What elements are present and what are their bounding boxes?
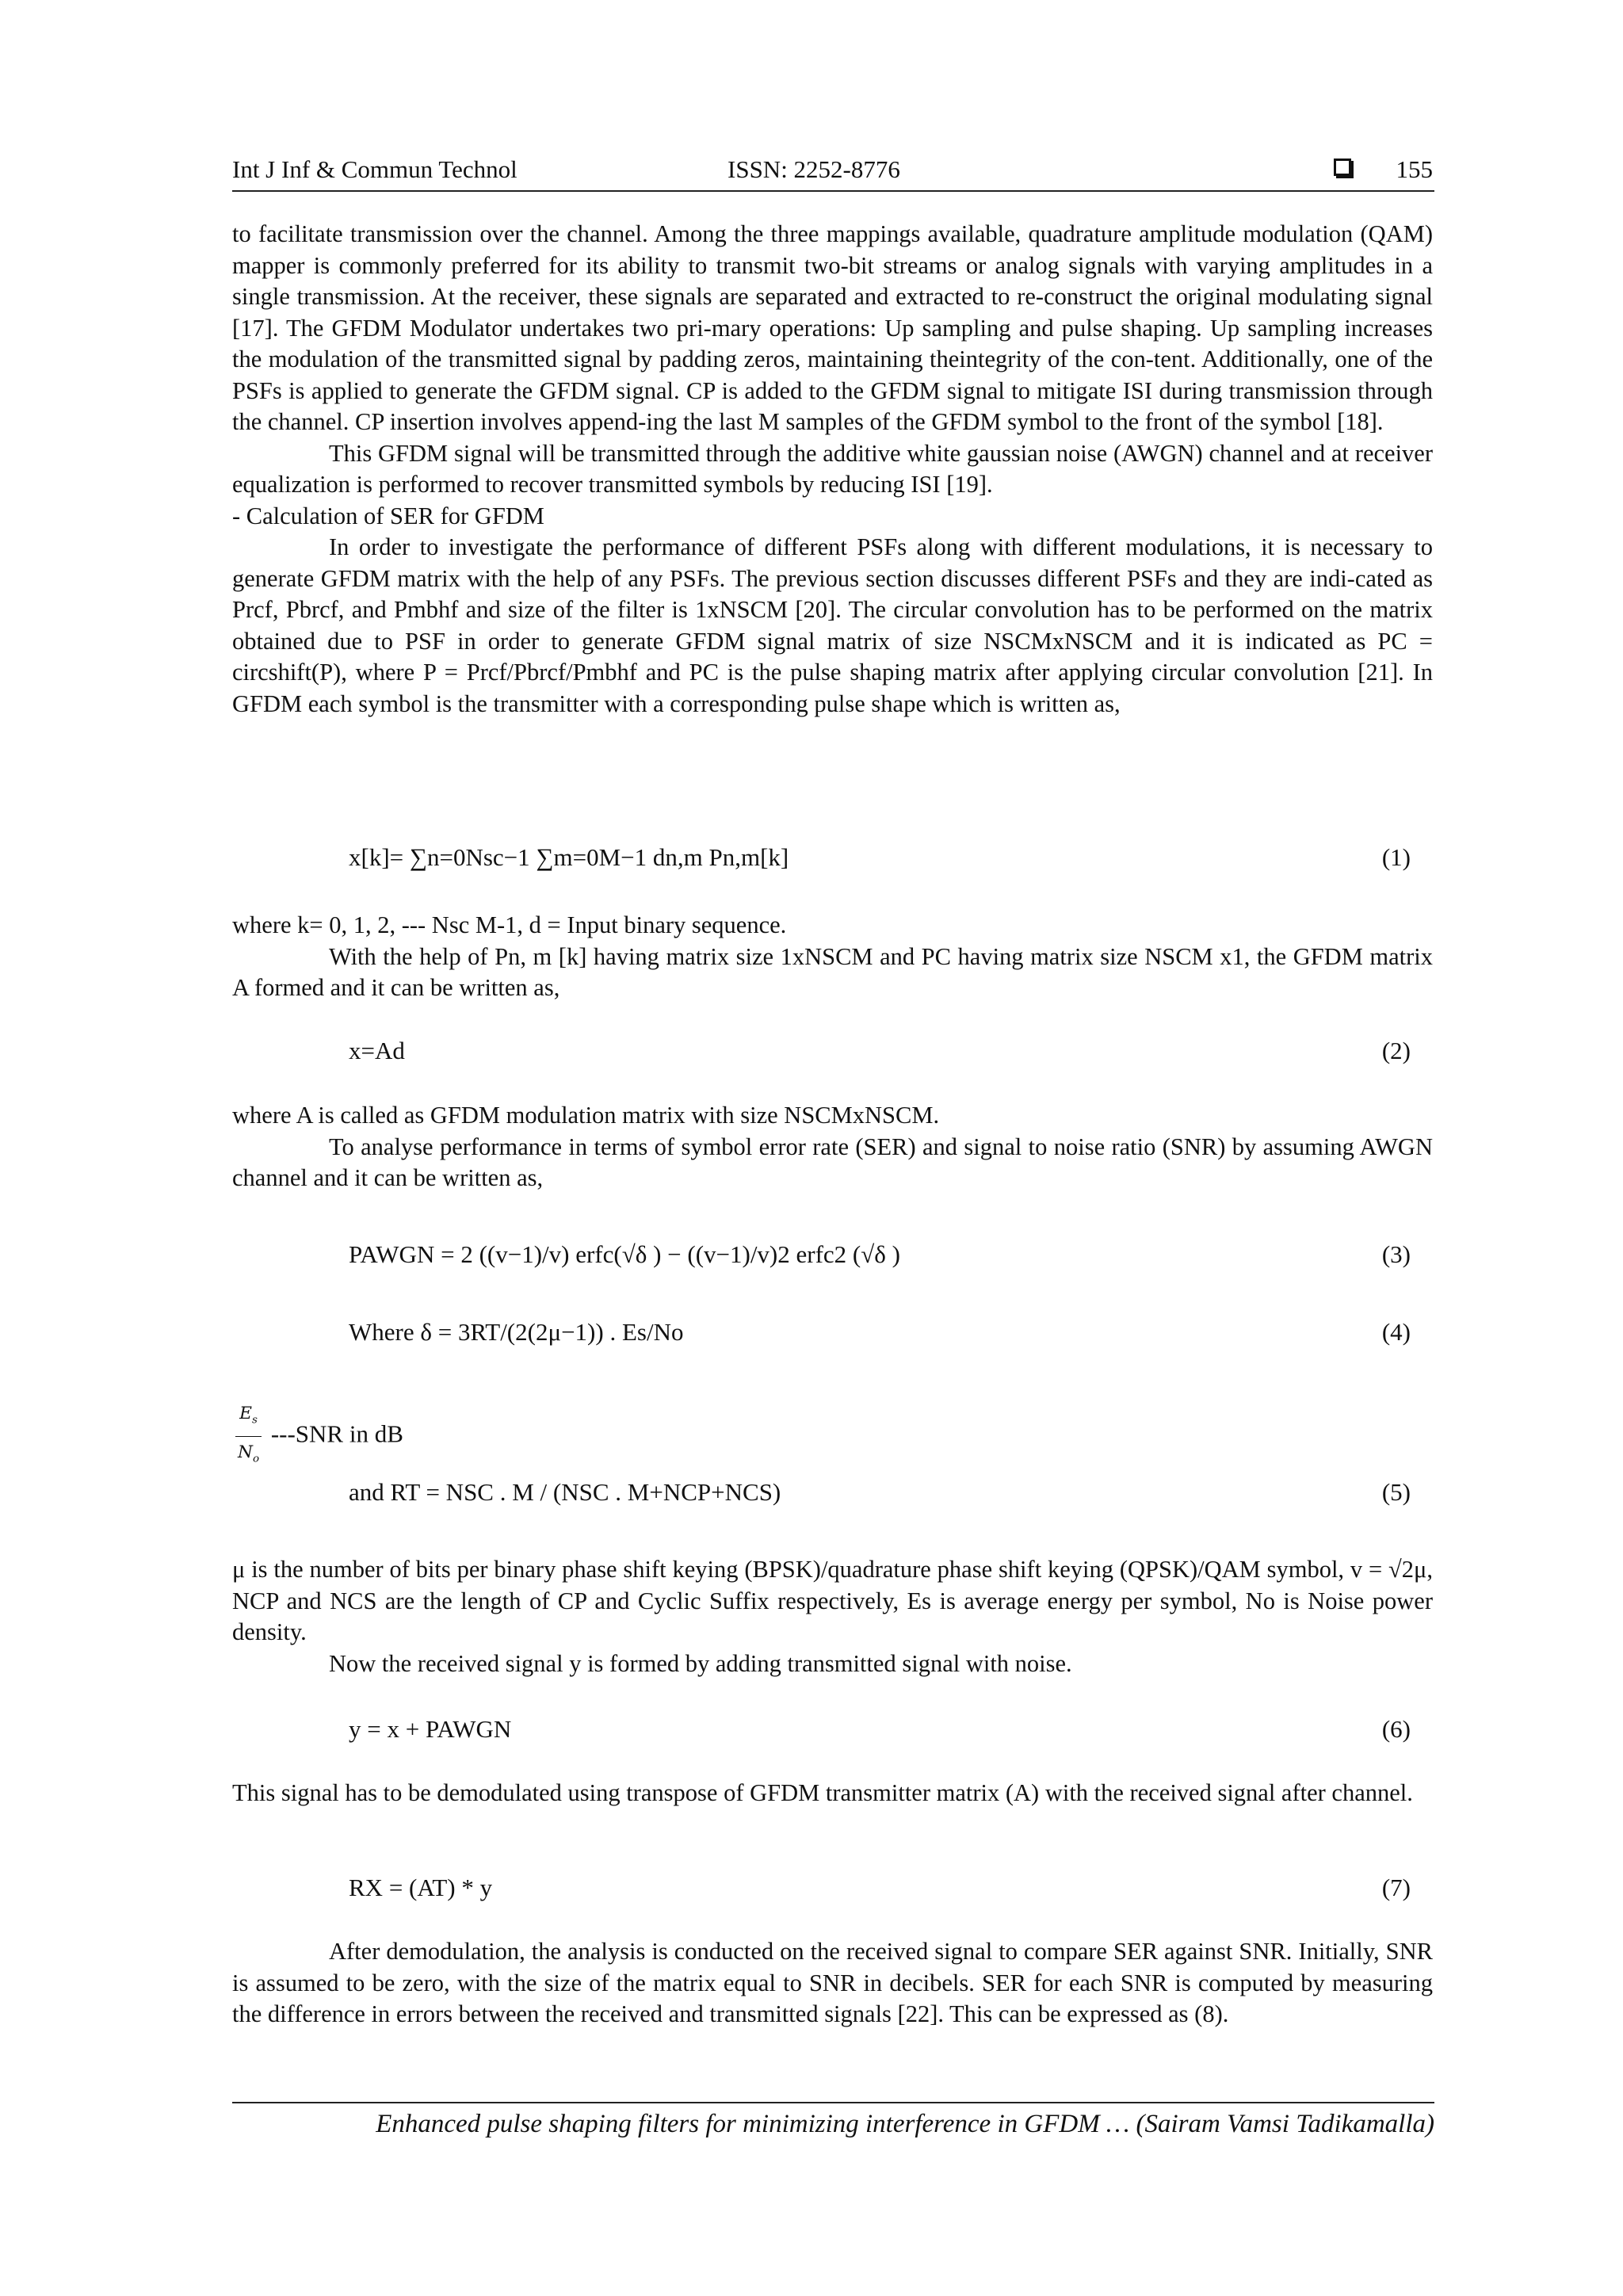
equation-1 [349, 843, 1411, 872]
equation-2-number: (2) [1381, 1037, 1411, 1064]
page-number: 155 [1396, 155, 1433, 183]
paragraph-block-6 [232, 1936, 1433, 2030]
equation-3 [349, 1240, 1411, 1269]
page-header [232, 155, 1434, 192]
paragraph-1: to facilitate transmission over the channel. Among the three mappings available, quadrature amplitude modulation (QAM) mapper is commonly preferred for its ability to transmit two-bit streams or analog signals with varying amplitudes in a single transmission. At the receiver, these signals are separated and extracted to re-construct the original modulating signal [17]. The GFDM Modulator undertakes two pri-mary operations: Up sampling and pulse shaping. Up sampling increases the modulation of the transmitted signal by padding zeros, maintaining theintegrity of the con-tent. Additionally, one of the PSFs is applied to generate the GFDM signal. CP is added to the GFDM signal to mitigate ISI during transmission through the channel. CP insertion involves append-ing the last M samples of the GFDM symbol to the front of the symbol [18]. [232, 220, 1433, 435]
paragraph-6: where A is called as GFDM modulation matrix with size NSCMxNSCM. [232, 1102, 940, 1129]
paragraph-4: where k= 0, 1, 2, --- Nsc M-1, d = Input binary sequence. [232, 911, 787, 938]
equation-3-body: PAWGN = 2 ((v−1)/v) erfc(√δ ) − ((v−1)/v)2 erfc2 (√δ ) [349, 1240, 900, 1268]
issn: ISSN: 2252-8776 [727, 155, 900, 183]
journal-name: Int J Inf & Commun Technol [232, 155, 517, 183]
equation-4-number: (4) [1381, 1318, 1411, 1346]
paragraph-11: After demodulation, the analysis is conducted on the received signal to compare SER against SNR. Initially, SNR is assumed to be zero, with the size of the matrix equal to SNR in decibels. SER for each SNR is computed by measuring the difference in errors between the received and transmitted signals [22]. This can be expressed as (8). [232, 1938, 1433, 2027]
equation-5 [349, 1478, 1411, 1507]
paragraph-block-4 [232, 1554, 1433, 1679]
equation-7-number: (7) [1381, 1874, 1411, 1901]
paragraph-block-5 [232, 1778, 1433, 1809]
paragraph-8: μ is the number of bits per binary phase shift keying (BPSK)/quadrature phase shift keying (QPSK)/QAM symbol, v = √2μ, NCP and NCS are the length of CP and Cyclic Suffix respectively, Es is average energy per symbol, No is Noise power density. [232, 1556, 1433, 1645]
equation-7 [349, 1874, 1411, 1902]
paragraph-block-3 [232, 1100, 1433, 1194]
equation-1-number: (1) [1381, 843, 1411, 871]
snr-note [232, 1398, 1433, 1475]
paragraph-10: This signal has to be demodulated using transpose of GFDM transmitter matrix (A) with the received signal after channel. [232, 1779, 1413, 1806]
snr-note-text: ---SNR in dB [270, 1419, 403, 1448]
equation-5-number: (5) [1381, 1478, 1411, 1506]
paragraph-3: In order to investigate the performance of different PSFs along with different modulations, it is necessary to generate GFDM matrix with the help of any PSFs. The previous section discusses different PSFs and they are indi-cated as Prcf, Pbrcf, and Pmbhf and size of the filter is 1xNSCM [20]. The circular convolution has to be performed on the matrix obtained due to PSF in order to generate GFDM signal matrix of size NSCMxNSCM and it is indicated as PC = circshift(P), where P = Prcf/Pbrcf/Pmbhf and PC is the pulse shaping matrix after applying circular convolution [21]. In GFDM each symbol is the transmitter with a corresponding pulse shape which is written as, [232, 533, 1433, 717]
equation-4 [349, 1318, 1411, 1347]
paragraph-block-2 [232, 910, 1433, 1004]
equation-1-body: x[k]= ∑n=0Nsc−1 ∑m=0M−1 dn,m Pn,m[k] [349, 843, 789, 871]
paragraph-intro [232, 219, 1433, 720]
equation-4-body: Where δ = 3RT/(2(2μ−1)) . Es/No [349, 1318, 684, 1346]
paragraph-2: This GFDM signal will be transmitted through the additive white gaussian noise (AWGN) channel and at receiver equalization is performed to recover transmitted symbols by reducing ISI [19]. [232, 439, 1433, 498]
equation-2 [349, 1037, 1411, 1065]
section-heading: - Calculation of SER for GFDM [232, 502, 544, 529]
equation-6-body: y = x + PAWGN [349, 1715, 512, 1743]
paragraph-5: With the help of Pn, m [k] having matrix size 1xNSCM and PC having matrix size NSCM x1, the GFDM matrix A formed and it can be written as, [232, 942, 1433, 1001]
equation-3-number: (3) [1381, 1240, 1411, 1268]
page-footer: Enhanced pulse shaping filters for minimizing interference in GFDM … (Sairam Vamsi Tadikamalla) [232, 2102, 1434, 2139]
equation-6-number: (6) [1381, 1715, 1411, 1743]
square-icon [1334, 159, 1351, 176]
equation-2-body: x=Ad [349, 1037, 405, 1064]
es-no-fraction: $\frac{E_s}{N_o}$ [235, 1398, 262, 1475]
equation-5-body: and RT = NSC . M / (NSC . M+NCP+NCS) [349, 1478, 781, 1506]
equation-7-body: RX = (AT) * y [349, 1874, 493, 1901]
paragraph-7: To analyse performance in terms of symbol error rate (SER) and signal to noise ratio (SNR) by assuming AWGN channel and it can be written as, [232, 1133, 1433, 1191]
equation-6 [349, 1715, 1411, 1744]
paragraph-9: Now the received signal y is formed by adding transmitted signal with noise. [329, 1649, 1072, 1677]
